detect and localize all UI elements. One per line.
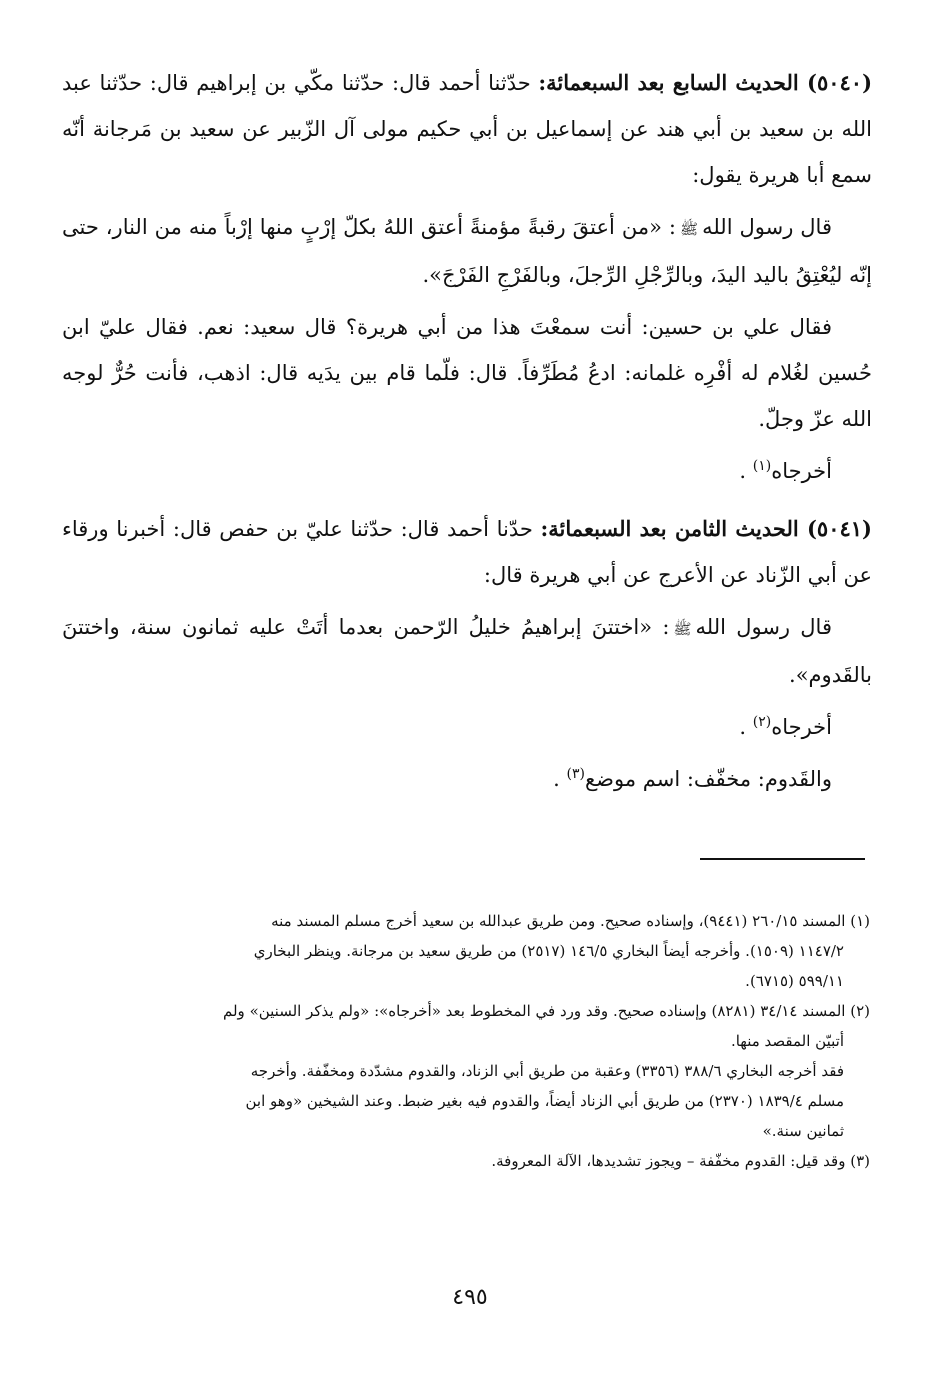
takhrij-label: أخرجاه bbox=[771, 715, 832, 739]
salawat-ligature: ﷺ bbox=[673, 620, 692, 638]
footnote-1-line-2: ١١٤٧/٢ (١٥٠٩). وأخرجه أيضاً البخاري ١٤٦/٥ (٢٥١٧) من طريق سعيد بن مرجانة. وينظر البخاري bbox=[253, 942, 844, 960]
footnote-1-line-3: ٥٩٩/١١ (٦٧١٥). bbox=[745, 972, 844, 990]
footnote-2-line-1: (٢) المسند ٣٤/١٤ (٨٢٨١) وإسناده صحيح. وقد ورد في المخطوط بعد «أخرجاه»: «ولم يذكر السنين» ولم bbox=[223, 1002, 870, 1020]
hadith-5041-heading: (٥٠٤١) الحديث الثامن بعد السبعمائة: bbox=[540, 516, 872, 541]
salawat-ligature: ﷺ bbox=[679, 220, 699, 238]
matn-intro: قال رسول الله bbox=[695, 615, 832, 639]
hadith-5040-takhrij bbox=[62, 448, 872, 494]
footnote-3: (٣) وقد قيل: القدوم مخفّفة – ويجوز تشديدها، الآلة المعروفة. bbox=[491, 1152, 870, 1170]
footnote-2-line-2: أتبيّن المقصد منها. bbox=[730, 1032, 844, 1050]
matn-text: : «اختتنَ إبراهيمُ خليلُ الرّحمن بعدما أتَتْ عليه ثمانون سنة، واختتنَ بالقَدوم». bbox=[62, 615, 872, 687]
hadith-5041-gloss bbox=[62, 756, 872, 802]
hadith-5041-takhrij bbox=[62, 704, 872, 750]
matn-intro: قال رسول الله bbox=[702, 215, 832, 239]
footnote-2-line-3: فقد أخرجه البخاري ٣٨٨/٦ (٣٣٥٦) وعقبة من طريق أبي الزناد، والقدوم مشدّدة ومخفّفة. وأخرجه bbox=[250, 1062, 844, 1080]
hadith-5040-story: فقال علي بن حسين: أنت سمعْتَ هذا من أبي هريرة؟ قال سعيد: نعم. فقال عليّ ابن حُسين لغُلام له أفْرِه غلمانه: ادعُ مُطَرِّفاً. قال: فلّما قام بين يدَيه قال: اذهب، فأنت حُرٌّ لوجه الله عزّ وجلّ. bbox=[62, 315, 872, 431]
footnote-ref-2: (٢) bbox=[752, 714, 772, 730]
footnote-2-line-5: ثمانين سنة.» bbox=[762, 1122, 844, 1140]
takhrij-label: أخرجاه bbox=[771, 459, 832, 483]
hadith-5041-matn bbox=[62, 604, 872, 698]
gloss-text: والقَدوم: مخفّف: اسم موضع bbox=[584, 767, 832, 791]
hadith-5041 bbox=[62, 506, 872, 802]
hadith-5041-isnad bbox=[62, 506, 872, 598]
footnote-2-line-4: مسلم ١٨٣٩/٤ (٢٣٧٠) من طريق أبي الزناد أيضاً، والقدوم فيه بغير ضبط. وعند الشيخين «وهو ابن bbox=[245, 1092, 844, 1110]
footnote-ref-1: (١) bbox=[752, 458, 772, 474]
gloss-end: . bbox=[553, 767, 560, 791]
takhrij-end: . bbox=[739, 459, 747, 483]
footnotes bbox=[70, 906, 870, 1176]
page-body bbox=[62, 60, 872, 814]
hadith-5040-isnad bbox=[62, 60, 872, 198]
hadith-5040-matn bbox=[62, 204, 872, 298]
matn-text: : «من أعتقَ رقبةً مؤمنةً أعتق اللهُ بكلّ إرْبٍ منها إرْباً منه من النار، حتى إنّه ليُعْتِقُ باليد اليدَ، وبالرِّجْلِ الرِّجلَ، وبالفَرْجِ الفَرْجَ». bbox=[62, 215, 872, 287]
page-number: ٤٩٥ bbox=[452, 1285, 488, 1310]
hadith-5040-isnad-text: حدّثنا أحمد قال: حدّثنا مكّي بن إبراهيم قال: حدّثنا عبد الله بن سعيد بن أبي هند عن إسماعيل بن أبي حكيم مولى آل الزّبير عن سعيد بن مَرجانة أنّه سمع أبا هريرة يقول: bbox=[62, 71, 872, 187]
hadith-5040-heading: (٥٠٤٠) الحديث السابع بعد السبعمائة: bbox=[538, 70, 872, 95]
hadith-5041-isnad-text: حدّنا أحمد قال: حدّثنا عليّ بن حفص قال: أخبرنا ورقاء عن أبي الزّناد عن الأعرج عن أبي هريرة قال: bbox=[62, 517, 872, 587]
footnote-ref-3: (٣) bbox=[566, 766, 585, 782]
hadith-5040 bbox=[62, 60, 872, 494]
takhrij-end: . bbox=[739, 715, 747, 739]
footnote-1-line-1: (١) المسند ٢٦٠/١٥ (٩٤٤١)، وإسناده صحيح. ومن طريق عبدالله بن سعيد أخرج مسلم المسند منه bbox=[271, 912, 870, 930]
footnote-divider bbox=[700, 858, 865, 860]
